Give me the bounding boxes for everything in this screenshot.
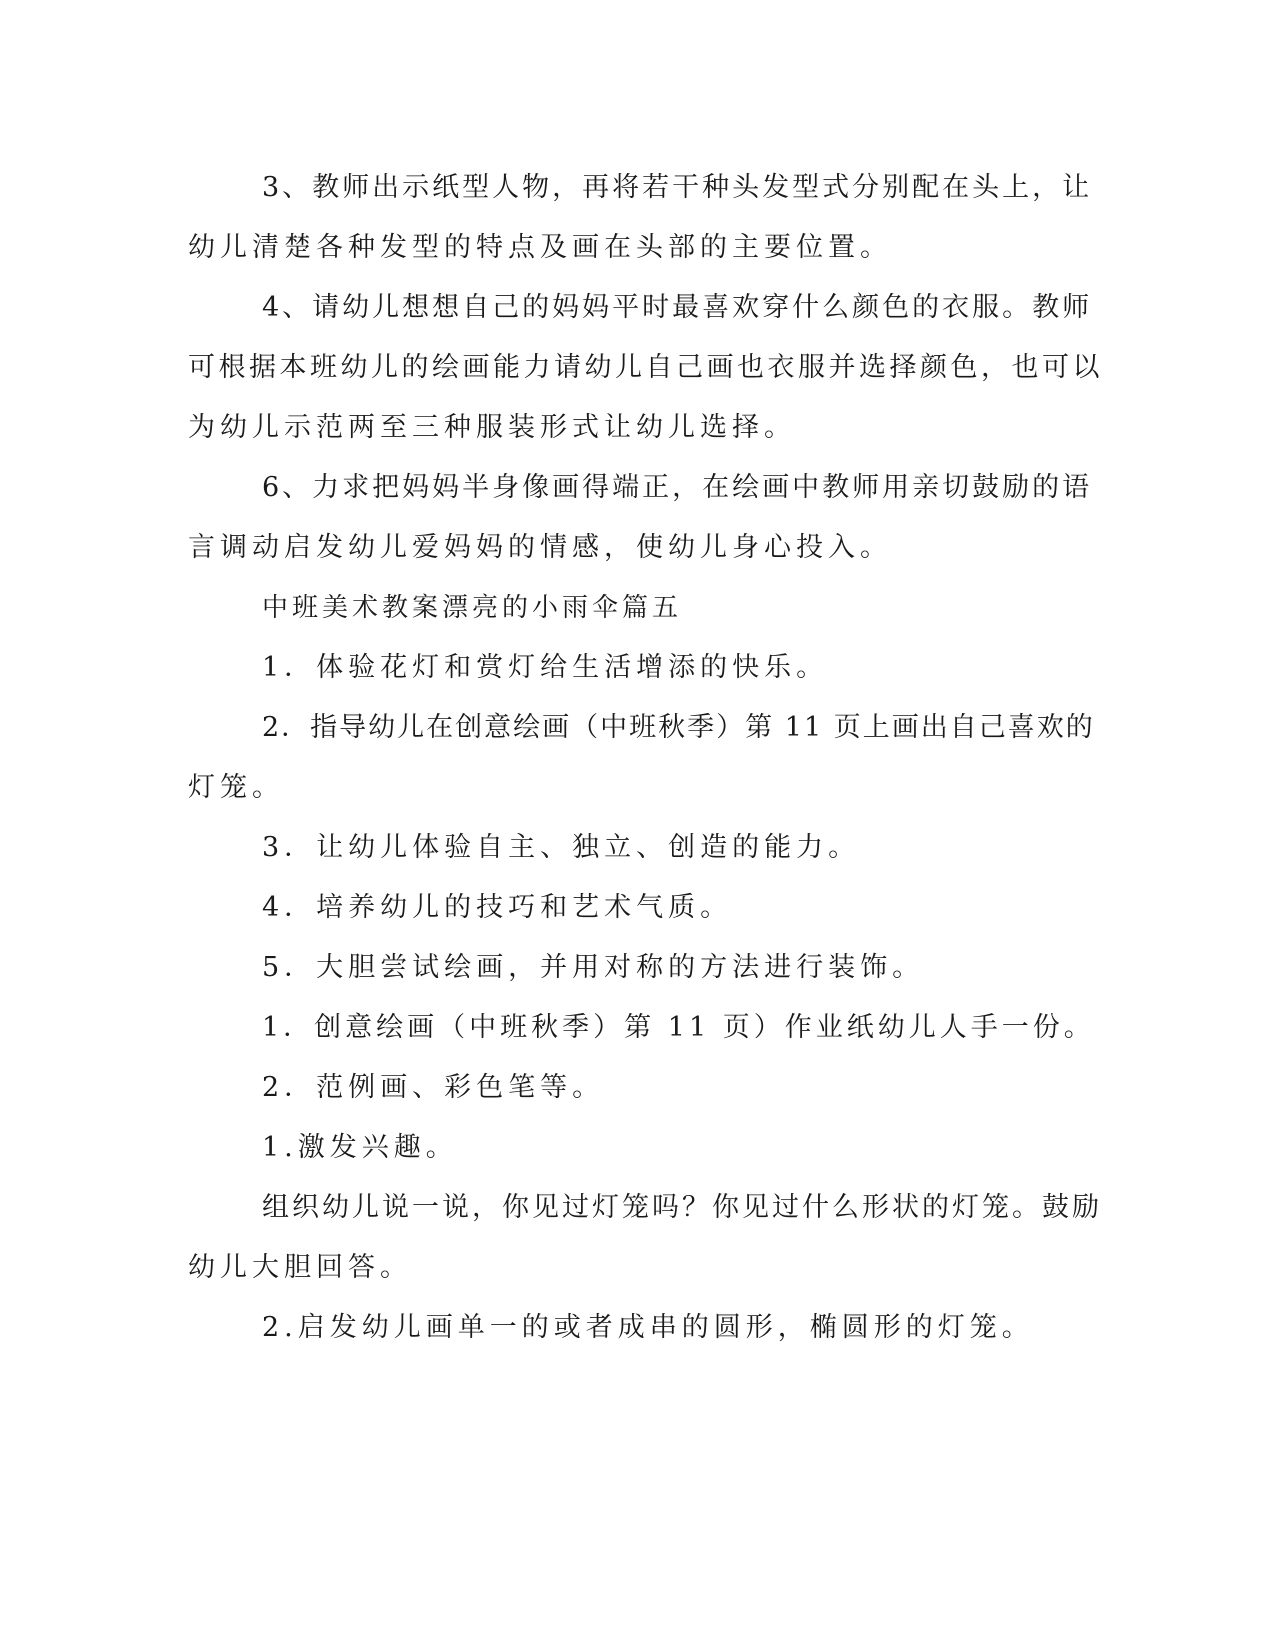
paragraph-line: 2．范例画、彩色笔等。 bbox=[262, 1072, 605, 1103]
paragraph-line: 2.启发幼儿画单一的或者成串的圆形，椭圆形的灯笼。 bbox=[262, 1312, 1034, 1343]
paragraph-line: 言调动启发幼儿爱妈妈的情感，使幼儿身心投入。 bbox=[188, 532, 892, 563]
paragraph-line: 6、力求把妈妈半身像画得端正，在绘画中教师用亲切鼓励的语 bbox=[262, 472, 1093, 503]
paragraph-line: 幼儿清楚各种发型的特点及画在头部的主要位置。 bbox=[188, 232, 892, 263]
paragraph-line: 1．创意绘画（中班秋季）第 11 页）作业纸幼儿人手一份。 bbox=[262, 1012, 1095, 1043]
paragraph-line: 3．让幼儿体验自主、独立、创造的能力。 bbox=[262, 832, 861, 863]
paragraph-line: 1.激发兴趣。 bbox=[262, 1132, 458, 1163]
paragraph-line: 3、教师出示纸型人物，再将若干种头发型式分别配在头上，让 bbox=[262, 172, 1093, 203]
paragraph-line: 4、请幼儿想想自己的妈妈平时最喜欢穿什么颜色的衣服。教师 bbox=[262, 292, 1093, 323]
paragraph-line: 2．指导幼儿在创意绘画（中班秋季）第 11 页上画出自己喜欢的 bbox=[262, 712, 1095, 743]
section-heading: 中班美术教案漂亮的小雨伞篇五 bbox=[262, 593, 683, 623]
paragraph-line: 灯笼。 bbox=[188, 772, 284, 803]
paragraph-line: 为幼儿示范两至三种服装形式让幼儿选择。 bbox=[188, 412, 796, 443]
paragraph-line: 1．体验花灯和赏灯给生活增添的快乐。 bbox=[262, 652, 829, 683]
paragraph-line: 幼儿大胆回答。 bbox=[188, 1252, 412, 1283]
paragraph-line: 4．培养幼儿的技巧和艺术气质。 bbox=[262, 892, 733, 923]
paragraph-line: 组织幼儿说一说，你见过灯笼吗？你见过什么形状的灯笼。鼓励 bbox=[262, 1192, 1102, 1223]
paragraph-line: 5．大胆尝试绘画，并用对称的方法进行装饰。 bbox=[262, 952, 925, 983]
paragraph-line: 可根据本班幼儿的绘画能力请幼儿自己画也衣服并选择颜色，也可以 bbox=[188, 352, 1103, 383]
